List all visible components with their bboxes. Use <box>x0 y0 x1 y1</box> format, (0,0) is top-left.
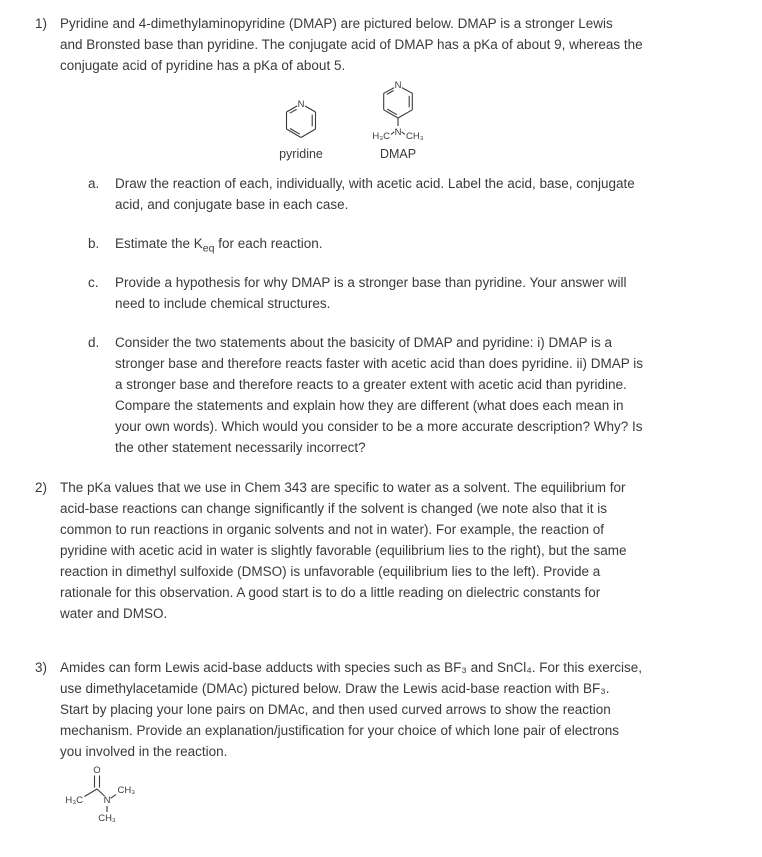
pyridine-structure <box>279 96 323 144</box>
text-line: Provide a hypothesis for why DMAP is a stronger base than pyridine. Your answer will <box>115 275 627 290</box>
dmap-methyl-left-label: H₃C <box>372 131 390 142</box>
dmac-nitrogen-label: N <box>103 795 111 806</box>
text-line: reaction in dimethyl sulfoxide (DMSO) is unfavorable (equilibrium lies to the left). Provide a <box>60 564 601 579</box>
structures-row <box>279 78 724 162</box>
text-line: the other statement necessarily incorrect? <box>115 440 366 455</box>
pyridine-nitrogen-label: N <box>297 99 305 110</box>
question-1 <box>35 13 724 458</box>
text-line: conjugate acid of pyridine has a pKa of about 5. <box>60 58 346 73</box>
text-line: rationale for this observation. A good start is to do a little reading on dielectric constants for <box>60 585 601 600</box>
text-line: Amides can form Lewis acid-base adducts with species such as BF₃ and SnCl₄. For this exercise, <box>60 660 643 675</box>
text-line: water and DMSO. <box>60 606 168 621</box>
question-2-body <box>60 477 724 624</box>
keq-subscript: eq <box>202 242 215 255</box>
subitem-a-body <box>115 173 724 215</box>
subitem-a <box>88 173 724 215</box>
text-line: pyridine with acetic acid in water is slightly favorable (equilibrium lies to the right), but the same <box>60 543 627 558</box>
dmap-methyl-right-label: CH₃ <box>406 131 424 142</box>
text-line: Consider the two statements about the basicity of DMAP and pyridine: i) DMAP is a <box>115 335 612 350</box>
subitem-b-text <box>115 233 724 254</box>
question-2 <box>35 477 724 624</box>
question-number: 1) <box>35 16 48 31</box>
text-line: acid, and conjugate base in each case. <box>115 197 349 212</box>
text-line: you involved in the reaction. <box>60 744 228 759</box>
text-line: your own words). Which would you consider to be a more accurate description? Why? Is <box>115 419 643 434</box>
subitem-d <box>88 332 724 458</box>
subitem-d-body <box>115 332 724 458</box>
text-line: stronger base and therefore reacts faster with acetic acid than does pyridine. ii) DMAP is <box>115 356 644 371</box>
subitem-b <box>88 233 724 254</box>
text-line: The pKa values that we use in Chem 343 are specific to water as a solvent. The equilibrium for <box>60 480 626 495</box>
dmap-caption: DMAP <box>379 147 417 161</box>
subitem-c <box>88 272 724 314</box>
dmac-methyl-left-label: H₃C <box>65 795 83 806</box>
question-1-body <box>60 13 724 458</box>
keq-prefix: Estimate the K <box>115 236 203 251</box>
question-number: 2) <box>35 480 48 495</box>
dmac-structure <box>60 762 150 826</box>
dmap-amine-nitrogen-label: N <box>394 127 402 138</box>
text-line: Pyridine and 4-dimethylaminopyridine (DMAP) are pictured below. DMAP is a stronger Lewis <box>60 16 613 31</box>
question-number: 3) <box>35 660 48 675</box>
subitem-letter: a. <box>88 176 100 191</box>
text-line: common to run reactions in organic solvents and not in water). For example, the reaction of <box>60 522 605 537</box>
text-line: Compare the statements and explain how they are different (what does each mean in <box>115 398 624 413</box>
pyridine-caption: pyridine <box>279 147 323 161</box>
question-3 <box>35 657 724 826</box>
subitem-c-body <box>115 272 724 314</box>
text-line: mechanism. Provide an explanation/justification for your choice of which lone pair of electrons <box>60 723 620 738</box>
text-line: Draw the reaction of each, individually, with acetic acid. Label the acid, base, conjugate <box>115 176 635 191</box>
text-line: use dimethylacetamide (DMAc) pictured below. Draw the Lewis acid-base reaction with BF₃. <box>60 681 610 696</box>
text-line: Start by placing your lone pairs on DMAc, and then used curved arrows to show the reaction <box>60 702 611 717</box>
subitem-letter: b. <box>88 236 100 251</box>
text-line: need to include chemical structures. <box>115 296 331 311</box>
dmac-methyl-lower-label: CH₃ <box>98 813 116 824</box>
subitem-letter: c. <box>88 275 99 290</box>
text-line: acid-base reactions can change significantly if the solvent is changed (we note also that it is <box>60 501 608 516</box>
dmac-oxygen-label: O <box>93 765 101 776</box>
question-3-body <box>60 657 724 826</box>
subitem-letter: d. <box>88 335 100 350</box>
dmap-figure <box>366 78 430 162</box>
pyridine-figure <box>279 96 323 162</box>
dmac-figure <box>60 762 724 826</box>
dmap-ring-nitrogen-label: N <box>394 80 402 91</box>
keq-suffix: for each reaction. <box>214 236 323 251</box>
text-line: and Bronsted base than pyridine. The conjugate acid of DMAP has a pKa of about 9, whereas the <box>60 37 643 52</box>
dmac-bonds <box>85 776 117 813</box>
dmap-structure <box>366 78 430 144</box>
text-line: a stronger base and therefore reacts to a greater extent with acetic acid than pyridine. <box>115 377 627 392</box>
dmac-methyl-upper-label: CH₃ <box>117 785 136 796</box>
subitem-b-body <box>115 233 724 254</box>
pyridine-bonds <box>287 106 316 138</box>
